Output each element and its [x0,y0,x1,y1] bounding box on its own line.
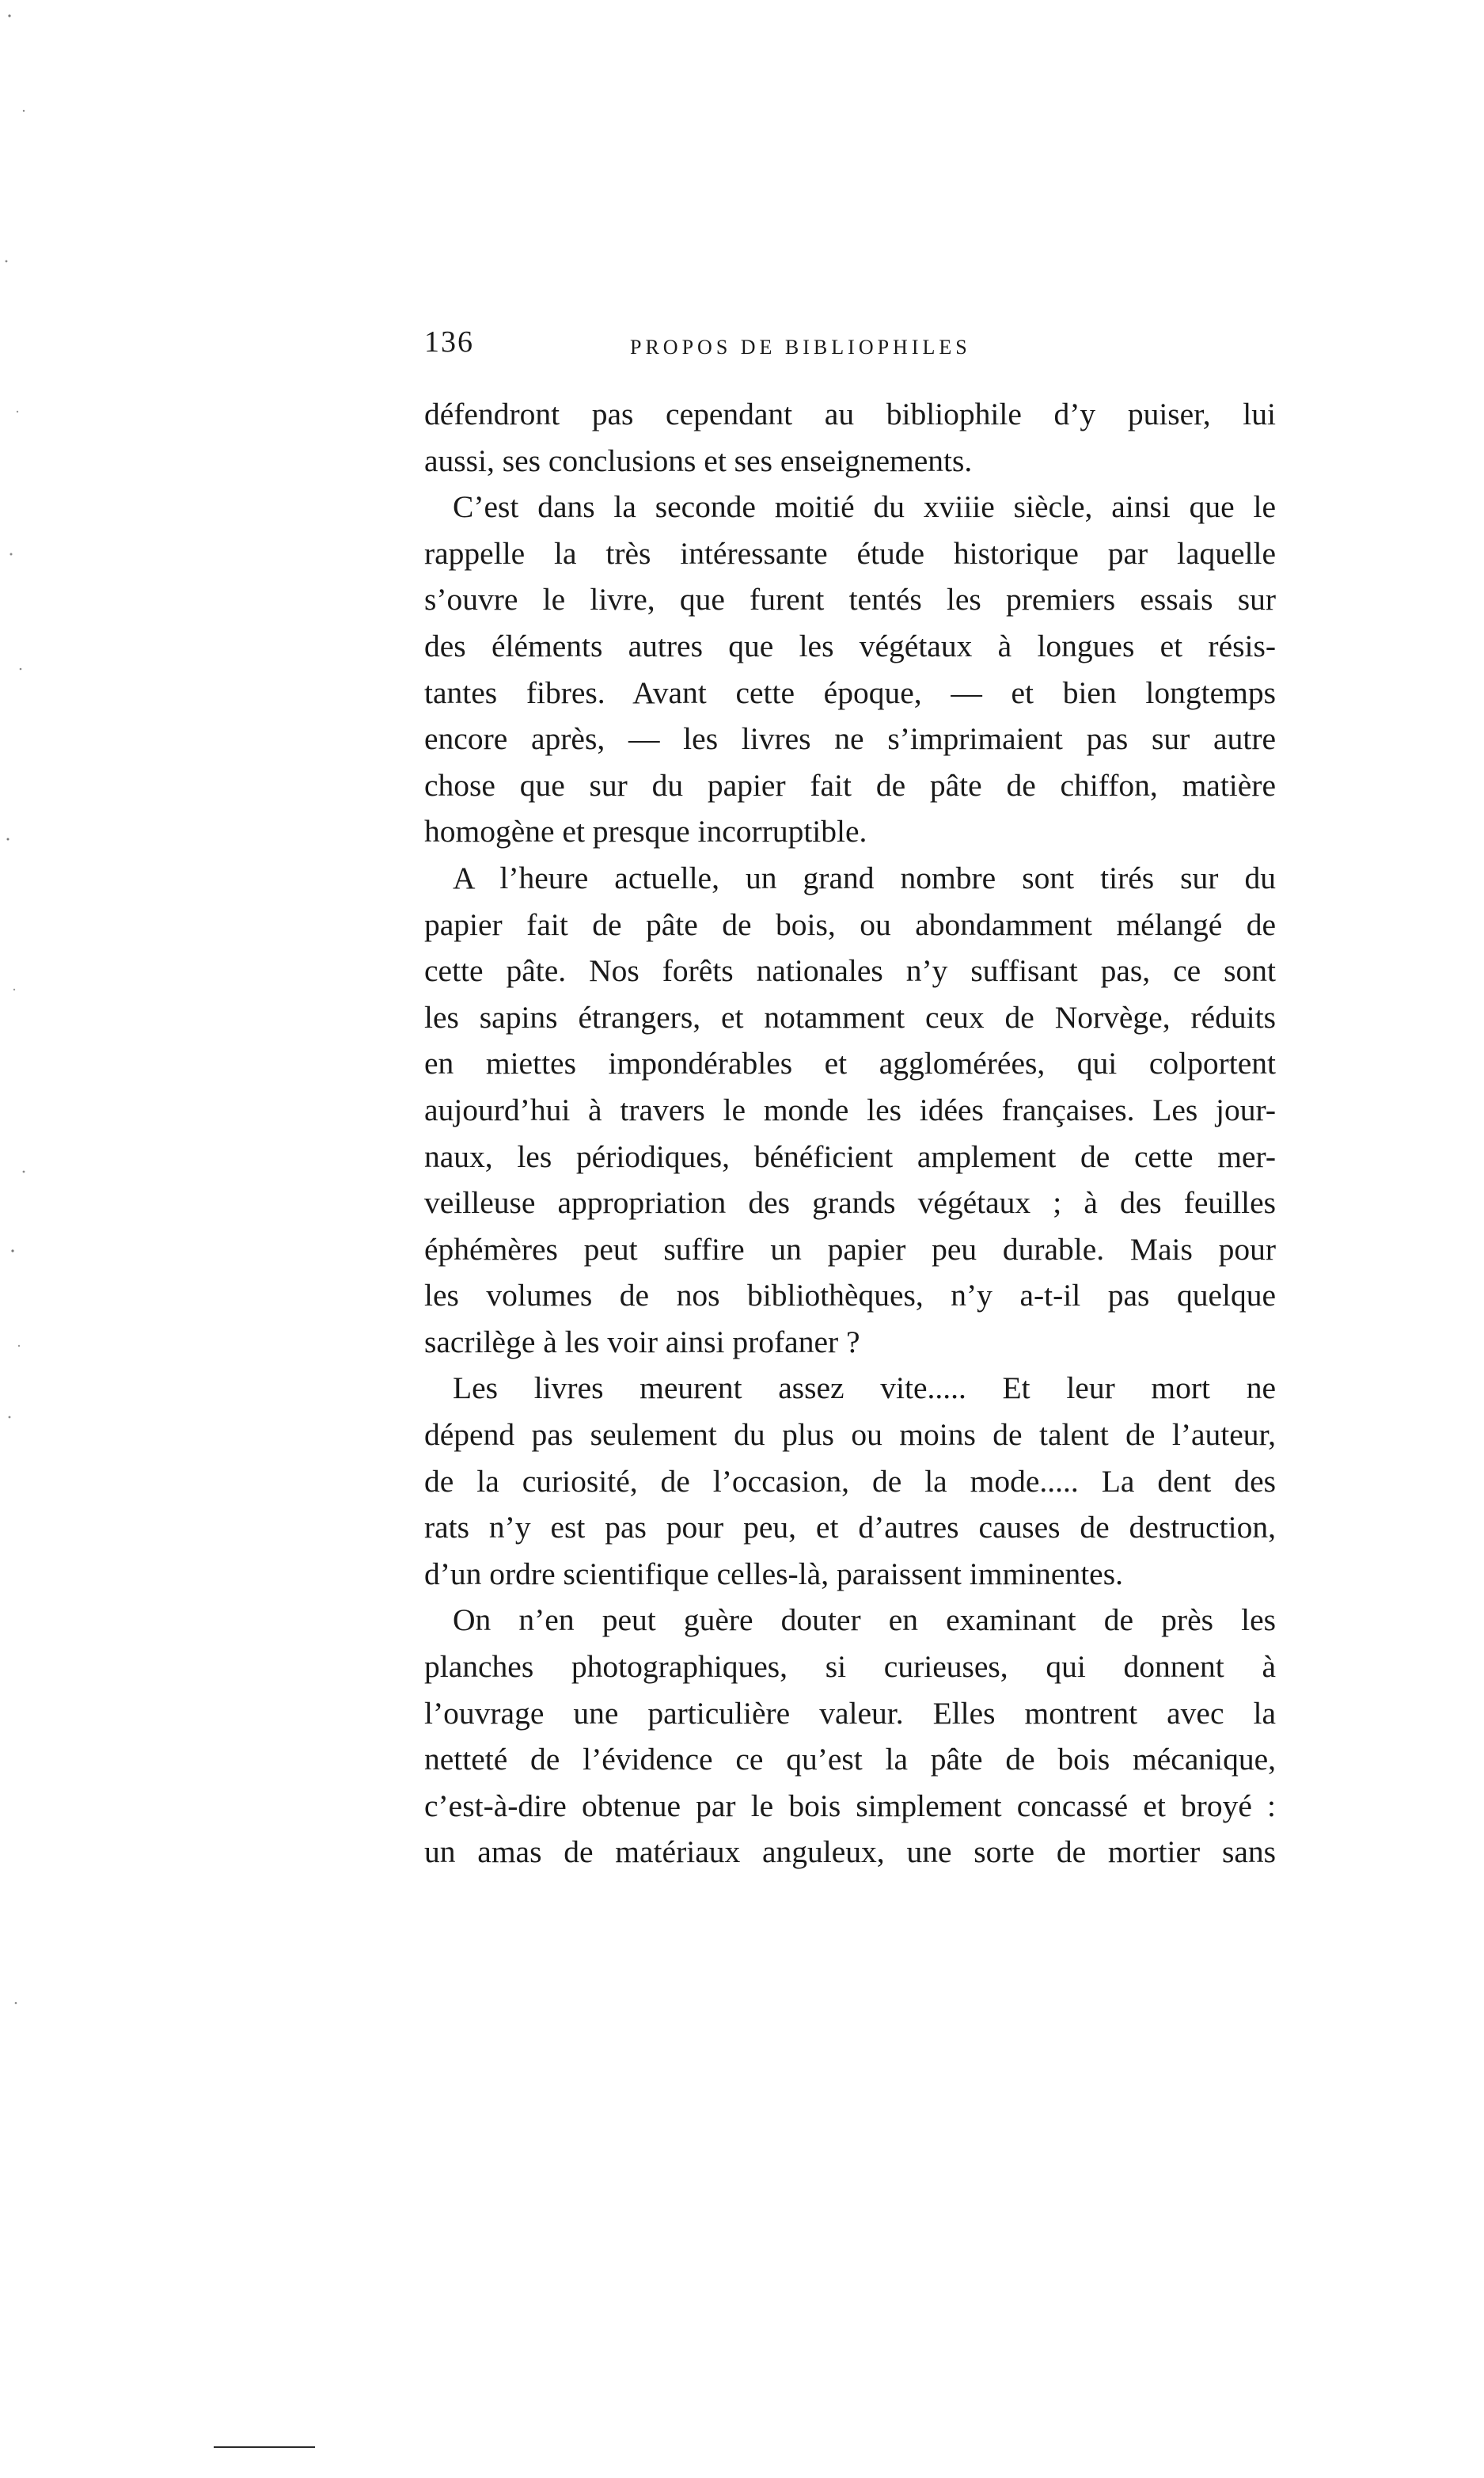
text-line: cette pâte. Nos forêts nationales n’y suffisant pas, ce sont [424,953,1276,989]
text-line: s’ouvre le livre, que furent tentés les premiers essais sur [424,582,1276,618]
text-line: défendront pas cependant au bibliophile d’y puiser, lui [424,397,1276,431]
text-line: A l’heure actuelle, un grand nombre sont tirés sur du [453,860,1276,895]
page-header [424,325,1276,372]
text-line: rats n’y est pas pour peu, et d’autres causes de destruction, [424,1510,1276,1545]
text-line: C’est dans la seconde moitié du xviiie siècle, ainsi que le [453,489,1276,525]
text-line: les sapins étrangers, et notamment ceux de Norvège, réduits [424,999,1276,1035]
footnote-rule [214,2446,315,2448]
text-line: en miettes impondérables et agglomérées, qui colportent [424,1046,1276,1081]
text-line: Les livres meurent assez vite..... Et leur mort ne [453,1370,1276,1406]
margin-specks [0,0,63,2478]
text-line: naux, les périodiques, bénéficient amplement de cette mer- [424,1138,1276,1174]
text-line: des éléments autres que les végétaux à longues et résis- [424,628,1276,663]
text-line: rappelle la très intéressante étude historique par laquelle [424,535,1276,571]
text-line: planches photographiques, si curieuses, qui donnent à [424,1649,1276,1685]
text-line: tantes fibres. Avant cette époque, — et bien longtemps [424,675,1276,710]
text-line: chose que sur du papier fait de pâte de chiffon, matière [424,767,1276,803]
text-line: netteté de l’évidence ce qu’est la pâte de bois mécanique, [424,1742,1276,1777]
text-line: papier fait de pâte de bois, ou abondamment mélangé de [424,906,1276,942]
text-line: homogène et presque incorruptible. [424,814,867,849]
text-line: On n’en peut guère douter en examinant de près les [453,1602,1276,1638]
text-line: éphémères peut suffire un papier peu durable. Mais pour [424,1231,1276,1267]
text-line: les volumes de nos bibliothèques, n’y a-t-il pas quelque [424,1278,1276,1313]
text-line: aujourd’hui à travers le monde les idées françaises. Les jour- [424,1092,1276,1127]
text-line: veilleuse appropriation des grands végétaux ; à des feuilles [424,1185,1276,1221]
text-line: sacrilège à les voir ainsi profaner ? [424,1324,860,1359]
page-number: 136 [424,325,474,359]
running-title: PROPOS DE BIBLIOPHILES [630,336,971,359]
text-line: un amas de matériaux anguleux, une sorte de mortier sans [424,1834,1276,1870]
text-line: de la curiosité, de l’occasion, de la mode..... La dent des [424,1463,1276,1499]
text-line: l’ouvrage une particulière valeur. Elles montrent avec la [424,1695,1276,1731]
text-line: aussi, ses conclusions et ses enseignements. [424,443,973,478]
text-line: dépend pas seulement du plus ou moins de talent de l’auteur, [424,1417,1276,1453]
body-text [424,391,1276,1876]
text-line: encore après, — les livres ne s’imprimaient pas sur autre [424,721,1276,757]
text-line: d’un ordre scientifique celles-là, paraissent imminentes. [424,1556,1123,1591]
text-line: c’est-à-dire obtenue par le bois simplement concassé et broyé : [424,1788,1276,1823]
